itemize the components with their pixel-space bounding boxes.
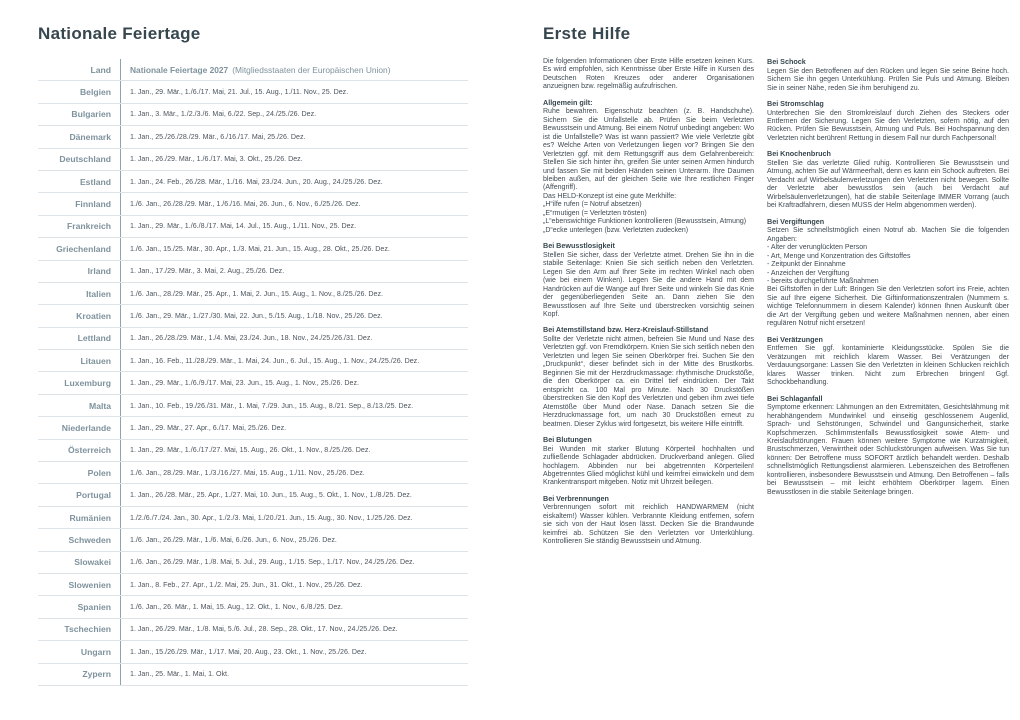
section-paragraph: - Anzeichen der Vergiftung bbox=[767, 269, 850, 277]
section-heading: Bei Verbrennungen bbox=[543, 493, 609, 503]
section-paragraph: Stellen Sie das verletzte Glied ruhig. Kontrollieren Sie Bewusstsein und Atmung, achten Sie auf Wärmeerhalt, denn es kann ein Schock auftreten. Bei Verdacht auf Wirbelsäulenverletzungen den Verletzten nicht bewegen. Sollte der Verletzte aber bewusstlos sein (auch bei Verdacht auf Wirbelsäulenverletzungen), hat die stabile Seitenlage IMMER Vorrang (auch bei Kraftradfahrern, diesen MUSS der Helm abgenommen werden). bbox=[767, 159, 1009, 210]
section-paragraph: - Alter der verunglückten Person bbox=[767, 244, 867, 252]
holiday-dates: 1./6. Jan., 26./29. Mär., 1./6. Mai, 6./26. Jun., 6. Nov., 25./26. Dez. bbox=[120, 529, 468, 550]
table-row bbox=[38, 328, 468, 350]
table-row bbox=[38, 552, 468, 574]
column-header-holidays-note: (Mitgliedsstaaten der Europäischen Union) bbox=[232, 64, 391, 75]
section-paragraph: Unterbrechen Sie den Stromkreislauf durch Ziehen des Steckers oder Entfernen der Sicherung. Legen Sie den Verletzten, sofern nötig, auf den Rücken. Prüfen Sie Bewusstsein, Atmung und Puls. Bei Hochspannung den Verletzten nicht berühren! Rettung in diesem Fall nur durch Fachpersonal! bbox=[767, 109, 1009, 142]
table-row bbox=[38, 283, 468, 305]
holiday-dates: 1. Jan., 29. Mär., 1./6./9./17. Mai, 23. Jun., 15. Aug., 1. Nov., 25./26. Dez. bbox=[120, 372, 468, 393]
country-name: Lettland bbox=[77, 333, 111, 344]
country-name: Irland bbox=[87, 266, 111, 277]
country-name: Luxemburg bbox=[64, 378, 111, 389]
section-heading: Bei Schlaganfall bbox=[767, 393, 823, 403]
holiday-dates: 1. Jan., 29. Mär., 1./6./8./17. Mai, 14. Jul., 15. Aug., 1./11. Nov., 25. Dez. bbox=[120, 216, 468, 237]
country-name: Bulgarien bbox=[71, 109, 111, 120]
table-row bbox=[38, 126, 468, 148]
column-header-holidays-title: Nationale Feiertage 2027 bbox=[130, 64, 229, 75]
holiday-dates: 1./2./6./7./24. Jan., 30. Apr., 1./2./3. Mai, 1./20./21. Jun., 15. Aug., 30. Nov., 1./25./26. Dez. bbox=[120, 507, 468, 528]
country-name: Niederlande bbox=[61, 422, 111, 433]
country-name: Frankreich bbox=[67, 221, 111, 232]
table-row bbox=[38, 350, 468, 372]
section-paragraph: „H“ilfe rufen (= Notruf absetzen) bbox=[543, 201, 642, 209]
section-heading: Bei Vergiftungen bbox=[767, 216, 825, 226]
table-row bbox=[38, 507, 468, 529]
table-row bbox=[38, 641, 468, 663]
table-row bbox=[38, 619, 468, 641]
holiday-dates: 1./6. Jan., 28./29. Mär., 1./3./16./27. Mai, 15. Aug., 1./11. Nov., 25./26. Dez. bbox=[120, 462, 468, 483]
first-aid-section bbox=[767, 100, 1009, 143]
table-row bbox=[38, 484, 468, 506]
table-row bbox=[38, 462, 468, 484]
page-title-left: Nationale Feiertage bbox=[38, 24, 201, 43]
section-paragraph: „D“ecke unterlegen (bzw. Verletzten zudecken) bbox=[543, 226, 689, 234]
holiday-table-body bbox=[38, 81, 468, 686]
table-row bbox=[38, 395, 468, 417]
section-heading: Bei Schock bbox=[767, 57, 806, 66]
table-row bbox=[38, 574, 468, 596]
table-row bbox=[38, 664, 468, 686]
column-header-land: Land bbox=[90, 64, 111, 75]
country-name: Portugal bbox=[76, 490, 111, 501]
country-name: Spanien bbox=[77, 602, 111, 613]
section-heading: Bei Blutungen bbox=[543, 435, 592, 444]
section-paragraph: Sollte der Verletzte nicht atmen, befreien Sie Mund und Nase des Verletzten ggf. von Fremdkörpern. Knien Sie sich seitlich neben den Verletzten und legen Sie seinen Oberkörper frei. Suchen Sie den „Druckpunkt“, dieser befindet sich in der Mitte des Brustkorbs. Beginnen Sie mit der Herzdruckmassage: rhythmische Druckstöße, die den Oberkörper ca. ein Drittel tief eindrücken. Der Takt entspricht ca. 100 Mal pro Minute. Nach 30 Druckstößen überstrecken Sie den Kopf des Verletzten und geben ihm zwei tiefe Atemstöße über Mund oder Nase. Danach setzen Sie die Herzdruckmassage fort, um nach 30 Druckstößen erneut zu beatmen. Dieser Zyklus wird fortgesetzt, bis weitere Hilfe eintrifft. bbox=[543, 336, 754, 428]
table-row bbox=[38, 596, 468, 618]
holiday-dates: 1. Jan., 26./29. Mär., 1./8. Mai, 5./6. Jul., 28. Sep., 28. Okt., 17. Nov., 24./25./26. Dez. bbox=[120, 619, 468, 640]
column-header-holidays bbox=[120, 59, 468, 80]
country-name: Slowakei bbox=[74, 557, 111, 568]
table-row bbox=[38, 193, 468, 215]
country-name: Zypern bbox=[82, 669, 111, 680]
table-row bbox=[38, 238, 468, 260]
section-paragraph: Ruhe bewahren. Eigenschutz beachten (z. B. Handschuhe). Sichern Sie die Unfallstelle ab. Prüfen Sie beim Verletzten Bewusstsein und Atmung. Bei einem Notruf unbedingt angeben: Wo ist die Unfallstelle? Was ist wann passiert? Wie viele Verletzte gibt es? Welche Arten von Verletzungen liegen vor? Bringen Sie den Verletzten ggf. mit dem Rettungsgriff aus dem Gefahrenbereich: Stellen Sie sich hinter ihn, greifen Sie unter seinen Armen hindurch und fassen Sie mit beiden Händen seinen Unterarm. Ihre Daumen bleiben außen, auf der gleichen Seite wie Ihre restlichen Finger (Affengriff). bbox=[543, 108, 754, 192]
first-aid-section bbox=[543, 99, 754, 235]
first-aid-section bbox=[543, 242, 754, 319]
section-paragraph: Bei Wunden mit starker Blutung Körperteil hochhalten und zufließende Schlagader abdrücken. Druckverband anlegen. Glied hochlagern. Abbinden nur bei abgetrennten Körperteilen! Abgetrenntes Glied möglichst kühl und keimfrei einwickeln und dem Krankentransport mitgeben. Notiz mit Uhrzeit beilegen. bbox=[543, 445, 754, 487]
first-aid-col-1 bbox=[543, 58, 754, 547]
first-aid-section bbox=[767, 218, 1009, 329]
table-row bbox=[38, 171, 468, 193]
table-row bbox=[38, 305, 468, 327]
holiday-dates: 1. Jan., 17./29. Mär., 3. Mai, 2. Aug., 25./26. Dez. bbox=[120, 261, 468, 282]
national-holidays-page bbox=[38, 24, 468, 686]
holiday-dates: 1. Jan., 26./28. Mär., 25. Apr., 1./27. Mai, 10. Jun., 15. Aug., 5. Okt., 1. Nov., 1./8./25. Dez. bbox=[120, 484, 468, 505]
table-row bbox=[38, 417, 468, 439]
section-paragraph: Verbrennungen sofort mit reichlich HANDWARMEM (nicht eiskaltem!) Wasser kühlen. Verbrannte Kleidung entfernen, sofern sie sich von der Haut lösen lässt. Decken Sie die Brandwunde keimfrei ab. Schützen Sie den Verletzten vor Unterkühlung. Kontrollieren Sie ständig Bewusstsein und Atmung. bbox=[543, 504, 754, 546]
country-name: Polen bbox=[87, 467, 111, 478]
section-heading: Bei Atemstillstand bzw. Herz-Kreislauf-Stillstand bbox=[543, 325, 709, 335]
country-name: Österreich bbox=[68, 445, 111, 456]
table-row bbox=[38, 149, 468, 171]
holiday-dates: 1. Jan., 26./29. Mär., 1./6./17. Mai, 3. Okt., 25./26. Dez. bbox=[120, 149, 468, 170]
table-row bbox=[38, 216, 468, 238]
holiday-dates: 1./6. Jan., 28./29. Mär., 25. Apr., 1. Mai, 2. Jun., 15. Aug., 1. Nov., 8./25./26. Dez. bbox=[120, 283, 468, 304]
holiday-dates: 1./6. Jan., 15./25. Mär., 30. Apr., 1./3. Mai, 21. Jun., 15. Aug., 28. Okt., 25./26. Dez. bbox=[120, 238, 468, 259]
first-aid-col-2 bbox=[767, 58, 1009, 497]
holiday-dates: 1./6. Jan., 26./29. Mär., 1./8. Mai, 5. Jul., 29. Aug., 1./15. Sep., 1./17. Nov., 24./25./26. Dez. bbox=[120, 552, 468, 573]
section-heading: Bei Stromschlag bbox=[767, 98, 824, 108]
country-name: Dänemark bbox=[69, 131, 111, 142]
country-name: Griechenland bbox=[56, 243, 111, 254]
country-name: Tschechien bbox=[64, 624, 111, 635]
holiday-dates: 1. Jan., 29. Mär., 1./6./17. Mai, 21. Jul., 15. Aug., 1./11. Nov., 25. Dez. bbox=[120, 81, 468, 102]
country-name: Slowenien bbox=[68, 579, 111, 590]
first-aid-section bbox=[543, 58, 754, 92]
section-heading: Bei Verätzungen bbox=[767, 334, 823, 344]
holiday-dates: 1. Jan., 16. Feb., 11./28./29. Mär., 1. Mai, 24. Jun., 6. Jul., 15. Aug., 1. Nov., 24./25./26. Dez. bbox=[120, 350, 468, 371]
table-row bbox=[38, 529, 468, 551]
section-heading: Bei Knochenbruch bbox=[767, 149, 831, 159]
table-row bbox=[38, 104, 468, 126]
first-aid-section bbox=[543, 436, 754, 488]
first-aid-section bbox=[767, 58, 1009, 93]
holiday-dates: 1. Jan., 8. Feb., 27. Apr., 1./2. Mai, 25. Jun., 31. Okt., 1. Nov., 25./26. Dez. bbox=[120, 574, 468, 595]
holiday-dates: 1./6. Jan., 29. Mär., 1./27./30. Mai, 22. Jun., 5./15. Aug., 1./18. Nov., 25./26. Dez. bbox=[120, 305, 468, 326]
section-paragraph: „L“ebenswichtige Funktionen kontrollieren (Bewusstsein, Atmung) bbox=[543, 218, 747, 226]
first-aid-section bbox=[543, 495, 754, 547]
section-paragraph: Das HELD-Konzept ist eine gute Merkhilfe: bbox=[543, 192, 677, 200]
country-name: Estland bbox=[79, 176, 111, 187]
country-name: Deutschland bbox=[59, 154, 111, 165]
section-paragraph: - Zeitpunkt der Einnahme bbox=[767, 261, 846, 269]
section-paragraph: - Art, Menge und Konzentration des Giftstoffes bbox=[767, 252, 911, 260]
holiday-dates: 1. Jan., 26./28./29. Mär., 1./4. Mai, 23./24. Jun., 18. Nov., 24./25./26./31. Dez. bbox=[120, 328, 468, 349]
section-paragraph: „E“rmutigen (= Verletzten trösten) bbox=[543, 209, 647, 217]
holiday-dates: 1. Jan., 15./26./29. Mär., 1./17. Mai, 20. Aug., 23. Okt., 1. Nov., 25./26. Dez. bbox=[120, 641, 468, 662]
table-row bbox=[38, 372, 468, 394]
page-title-right: Erste Hilfe bbox=[543, 24, 631, 43]
first-aid-section bbox=[767, 150, 1009, 210]
holiday-dates: 1. Jan., 29. Mär., 1./6./17./27. Mai, 15. Aug., 26. Okt., 1. Nov., 8./25./26. Dez. bbox=[120, 440, 468, 461]
country-name: Kroatien bbox=[76, 310, 111, 321]
section-heading: Bei Bewusstlosigkeit bbox=[543, 241, 615, 251]
country-name: Schweden bbox=[68, 534, 111, 545]
holiday-table bbox=[38, 59, 468, 686]
table-row bbox=[38, 261, 468, 283]
section-paragraph: Symptome erkennen: Lähmungen an den Extremitäten, Gesichtslähmung mit herabhängendem Mundwinkel und einseitig geschlossenem Augenlid, Sprach- und Sehstörungen, Schwindel und Gangunsicherheit, starke Kopfschmerzen. Schlimmstenfalls Bewusstlosigkeit sowie Atem- und Kreislaufstörungen. Frauen können weitere Symptome wie Kurzatmigkeit, Brustschmerzen, Verwirrtheit oder Schluckstörungen aufweisen. Was Sie tun können: Der Betroffene muss SOFORT ärztlich behandelt werden. Deshalb schnellstmöglich Rettungsdienst alarmieren. Lebenszeichen des Betroffenen kontrollieren, insbesondere Bewusstsein und Atmung. Den Betroffenen – falls bei Bewusstsein – mit leicht erhöhtem Oberkörper lagern. Einen Bewusstlosen in die stabile Seitenlage bringen. bbox=[767, 404, 1009, 496]
section-paragraph: Legen Sie den Betroffenen auf den Rücken und legen Sie seine Beine hoch. Sichern Sie ihn gegen Unterkühlung. Prüfen Sie Puls und Atmung. Bleiben Sie in seiner Nähe, reden Sie ihm beruhigend zu. bbox=[767, 67, 1009, 92]
section-paragraph: Entfernen Sie ggf. kontaminierte Kleidungsstücke. Spülen Sie die Verätzungen mit reichlich klarem Wasser. Bei Verätzungen der Verdauungsorgane: Lassen Sie den Verletzten in kleinen Schlucken reichlich klares Wasser trinken. Nicht zum Erbrechen bringen! Ggf. Schockbehandlung. bbox=[767, 345, 1009, 387]
country-name: Malta bbox=[89, 400, 111, 411]
holiday-dates: 1. Jan., 24. Feb., 26./28. Mär., 1./16. Mai, 23./24. Jun., 20. Aug., 24./25./26. Dez. bbox=[120, 171, 468, 192]
section-paragraph: Bei Giftstoffen in der Luft: Bringen Sie den Verletzten sofort ins Freie, achten Sie auf Ihre eigene Sicherheit. Die Giftinformationszentralen (Nummern s. wichtige Telefonnummern in diesem Kalender) können Ihnen Auskunft über die Art der Vergiftung geben und weitere Maßnahmen nennen, aber einen regulären Notruf nicht ersetzen! bbox=[767, 286, 1009, 328]
first-aid-section bbox=[767, 336, 1009, 388]
holiday-dates: 1. Jan., 10. Feb., 19./26./31. Mär., 1. Mai, 7./29. Jun., 15. Aug., 8./21. Sep., 8./13./25. Dez. bbox=[120, 395, 468, 416]
country-name: Italien bbox=[86, 288, 111, 299]
country-name: Rumänien bbox=[69, 512, 111, 523]
section-heading: Allgemein gilt: bbox=[543, 97, 593, 107]
country-name: Finnland bbox=[75, 199, 111, 210]
first-aid-columns bbox=[543, 58, 1009, 547]
section-paragraph: Setzen Sie schnellstmöglich einen Notruf ab. Machen Sie die folgenden Angaben: bbox=[767, 227, 1009, 243]
table-row bbox=[38, 440, 468, 462]
first-aid-section bbox=[767, 395, 1009, 498]
first-aid-page bbox=[543, 24, 1009, 547]
country-name: Ungarn bbox=[80, 646, 111, 657]
table-row bbox=[38, 81, 468, 103]
holiday-dates: 1. Jan., 25. Mär., 1. Mai, 1. Okt. bbox=[120, 664, 468, 685]
holiday-dates: 1./6. Jan., 26. Mär., 1. Mai, 15. Aug., 12. Okt., 1. Nov., 6./8./25. Dez. bbox=[120, 596, 468, 617]
holiday-dates: 1. Jan., 3. Mär., 1./2./3./6. Mai, 6./22. Sep., 24./25./26. Dez. bbox=[120, 104, 468, 125]
country-name: Litauen bbox=[80, 355, 111, 366]
holiday-dates: 1. Jan., 29. Mär., 27. Apr., 6./17. Mai, 25./26. Dez. bbox=[120, 417, 468, 438]
table-header-row bbox=[38, 59, 468, 81]
section-paragraph: Stellen Sie sicher, dass der Verletzte atmet. Drehen Sie ihn in die stabile Seitenlage: Knien Sie sich seitlich neben den Verletzten. Legen Sie den Arm auf Ihrer Seite im rechten Winkel nach oben (wie bei einem Winken). Legen Sie die andere Hand mit dem Handrücken auf die Wange auf Ihrer Seite und winkeln Sie das Knie der gegenüberliegenden Seite an. Dann ziehen Sie den Bewusstlosen auf Ihre Seite und überstrecken vorsichtig seinen Kopf. bbox=[543, 251, 754, 318]
country-name: Belgien bbox=[79, 87, 111, 98]
section-paragraph: Die folgenden Informationen über Erste Hilfe ersetzen keinen Kurs. Es wird empfohlen, sich Kenntnisse über Erste Hilfe in Kursen des Deutschen Roten Kreuzes oder anderer Organisationen anzueignen bzw. regelmäßig aufzufrischen. bbox=[543, 58, 754, 91]
first-aid-section bbox=[543, 326, 754, 429]
holiday-dates: 1. Jan., 25./26./28./29. Mär., 6./16./17. Mai, 25./26. Dez. bbox=[120, 126, 468, 147]
holiday-dates: 1./6. Jan., 26./28./29. Mär., 1./6./16. Mai, 26. Jun., 6. Nov., 6./25./26. Dez. bbox=[120, 193, 468, 214]
section-paragraph: - bereits durchgeführte Maßnahmen bbox=[767, 277, 879, 285]
